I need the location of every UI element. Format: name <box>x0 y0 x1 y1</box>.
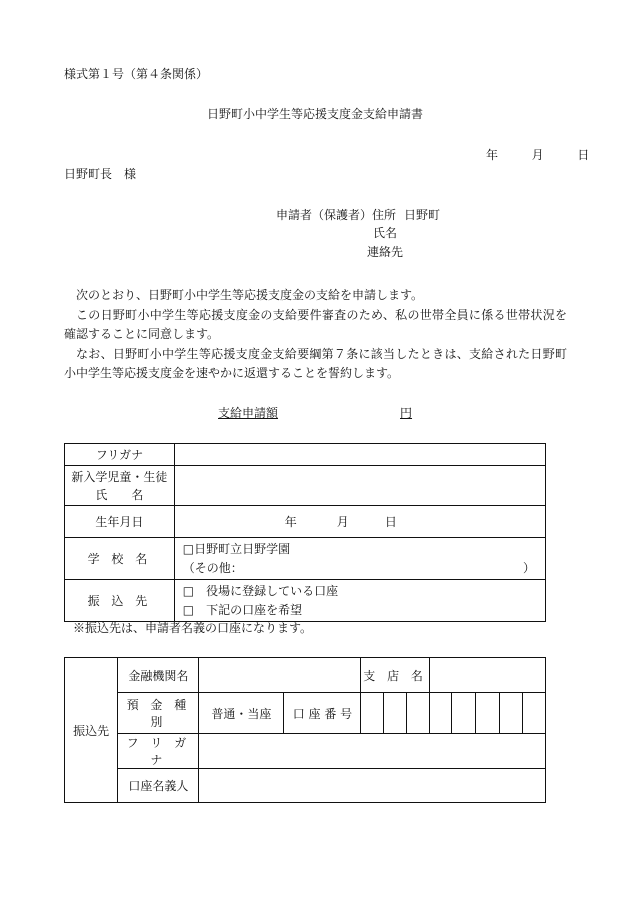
bank-furigana-label: フ リ ガ ナ <box>118 734 199 769</box>
body-paragraph-2: この日野町小中学生等応援支度金の支給要件審査のため、私の世帯全員に係る世帯状況を確認することに同意します。 <box>64 307 567 341</box>
student-name-input[interactable] <box>174 466 545 506</box>
addressee: 日野町長 様 <box>64 167 137 181</box>
student-name-label <box>65 466 175 506</box>
applicant-name-label: 氏名 <box>373 226 398 240</box>
holder-label: 口座名義人 <box>118 769 199 803</box>
school-option-checkbox[interactable]: □日野町立日野学園 <box>182 541 291 556</box>
account-digit[interactable] <box>452 693 476 734</box>
dob-row <box>65 506 546 538</box>
applicant-contact-label: 連絡先 <box>367 245 404 259</box>
body-paragraph-3: なお、日野町小中学生等応援支度金支給要綱第７条に該当したときは、支給された日野町小中学生等応援支度金を速やかに返還することを誓約します。 <box>64 346 567 380</box>
document-title: 日野町小中学生等応援支度金支給申請書 <box>206 107 423 121</box>
school-other-line[interactable] <box>175 559 545 578</box>
account-digit[interactable] <box>361 693 384 734</box>
amount-line <box>218 407 412 419</box>
bank-furigana-row <box>65 734 546 769</box>
amount-unit: 円 <box>400 406 413 420</box>
body-text <box>64 286 567 384</box>
account-digit[interactable] <box>499 693 523 734</box>
school-other-close: ） <box>522 560 535 575</box>
amount-label: 支給申請額 <box>218 406 279 420</box>
applicant-address: 日野町 <box>404 208 441 222</box>
account-row <box>65 693 546 734</box>
account-digit[interactable] <box>475 693 499 734</box>
account-digit[interactable] <box>406 693 429 734</box>
applicant-label: 申請者（保護者）住所 <box>276 208 397 222</box>
bank-furigana-input[interactable] <box>199 734 546 769</box>
school-other-open: （その他： <box>182 560 243 575</box>
furigana-label: フリガナ <box>65 444 175 466</box>
account-type-label: 預 金 種 別 <box>118 693 199 734</box>
holder-input[interactable] <box>199 769 546 803</box>
date-month: 月 <box>531 148 544 162</box>
transfer-note: ※振込先は、申請者名義の口座になります。 <box>73 621 313 635</box>
account-digit[interactable] <box>384 693 407 734</box>
student-name-label-1: 新入学児童・生徒 <box>71 469 168 484</box>
account-type-value[interactable]: 普通・当座 <box>199 693 284 734</box>
account-digit[interactable] <box>523 693 546 734</box>
account-number-label: 口 座 番 号 <box>284 693 361 734</box>
student-name-row <box>65 466 546 506</box>
student-table <box>64 443 546 622</box>
transfer-option-registered[interactable]: □ 役場に登録している口座 <box>182 583 339 598</box>
amount-field[interactable] <box>218 406 412 420</box>
date-day: 日 <box>577 148 590 162</box>
date-line <box>486 149 589 161</box>
dob-label: 生年月日 <box>65 506 175 538</box>
furigana-input[interactable] <box>174 444 545 466</box>
school-cell <box>174 538 545 580</box>
bank-name-row <box>65 658 546 693</box>
transfer-cell <box>174 580 545 622</box>
bank-name-input[interactable] <box>199 658 361 693</box>
bank-name-label: 金融機関名 <box>118 658 199 693</box>
account-digit[interactable] <box>429 693 452 734</box>
dob-day: 日 <box>384 515 397 529</box>
furigana-row <box>65 444 546 466</box>
holder-row <box>65 769 546 803</box>
dob-input[interactable] <box>174 506 545 538</box>
school-row <box>65 538 546 580</box>
date-year: 年 <box>486 148 499 162</box>
body-paragraph-1: 次のとおり、日野町小中学生等応援支度金の支給を申請します。 <box>76 288 424 302</box>
transfer-row <box>65 580 546 622</box>
student-name-label-2: 氏 名 <box>95 487 144 502</box>
transfer-option-specified[interactable]: □ 下記の口座を希望 <box>182 602 303 617</box>
dob-month: 月 <box>336 515 349 529</box>
branch-input[interactable] <box>429 658 545 693</box>
form-number: 様式第１号（第４条関係） <box>64 67 209 81</box>
bank-side-label: 振込先 <box>65 658 118 803</box>
transfer-label: 振 込 先 <box>65 580 175 622</box>
applicant-address-line <box>276 209 440 221</box>
school-label: 学 校 名 <box>65 538 175 580</box>
branch-label: 支 店 名 <box>361 658 429 693</box>
dob-year: 年 <box>284 515 297 529</box>
bank-table <box>64 657 546 803</box>
